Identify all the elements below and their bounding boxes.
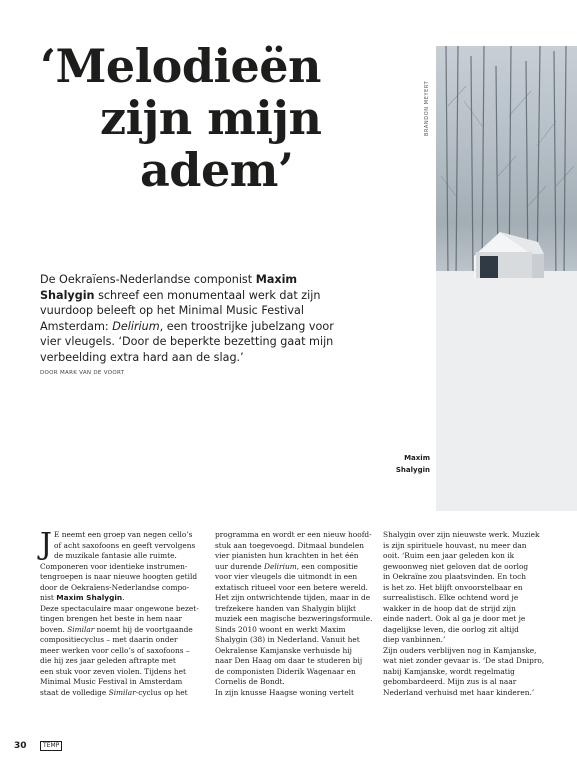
body-line: trefzekere handen van Shalygin blijkt [215, 603, 356, 613]
body-line: vier pianisten hun krachten in het één [215, 551, 359, 560]
body-column-2 [215, 530, 387, 698]
lead-composer-name: Maxim Shalygin [40, 273, 298, 302]
body-line: wat niet zonder gevaar is. ‘De stad Dnipro, [383, 656, 545, 665]
body-composer-name: Maxim Shalygin [56, 593, 123, 602]
body-line: ooit. ‘Ruim een jaar geleden kon ik [383, 551, 515, 560]
body-line [40, 625, 212, 636]
body-column-1 [40, 527, 212, 698]
page-number: 30 [14, 741, 27, 751]
body-line: gewoonweg niet geloven dat de oorlog [383, 561, 529, 571]
body-line: Zijn ouders verblijven nog in Kamjanske, [383, 645, 537, 655]
drop-cap: J [40, 527, 53, 562]
body-line: voor vier vleugels die uitmondt in een [215, 572, 358, 581]
body-line: programma en wordt er een nieuw hoofd- [215, 530, 372, 539]
body-line: Oekraïense Kamjanske verhuisde hij [215, 645, 352, 655]
body-line: Shalygin (38) in Nederland. Vanuit het [215, 635, 360, 644]
headline-line: ‘Melodieën [40, 39, 321, 93]
body-line: Cornelis de Bondt. [215, 677, 285, 686]
caption-line: Shalygin [395, 466, 430, 474]
body-line: surrealistisch. Elke ochtend word je [383, 593, 519, 602]
lead-text: De Oekraïens-Nederlandse componist [40, 273, 256, 286]
body-text: uur durende [215, 561, 265, 571]
body-line: naar Den Haag om daar te studeren bij [215, 656, 363, 665]
body-line: compositiecyclus – met daarin onder [40, 635, 178, 644]
lead-work-title: Delirium [112, 319, 160, 333]
photo-caption [370, 452, 430, 476]
body-line [40, 688, 212, 699]
headline-line: adem’ [140, 143, 294, 197]
body-line: einde nadert. Ook al ga je door met je [383, 614, 526, 623]
work-title: Similar [108, 687, 136, 697]
body-text: -cyclus op het [135, 687, 188, 697]
caption-line: Maxim [404, 454, 430, 462]
body-line: Sinds 2010 woont en werkt Maxim [215, 624, 346, 634]
body-line: Deze spectaculaire maar ongewone bezet- [40, 603, 199, 613]
lead-text: schreef een monumentaal werk dat zijn vuurdoop beleeft op het Minimal Music Festival Amsterdam: [40, 288, 321, 333]
body-line: een stuk voor zeven violen. Tijdens het [40, 666, 186, 676]
snow-landscape-photo [436, 46, 577, 511]
body-line: muziek een magische bezweringsformule. [215, 614, 373, 623]
body-line: Minimal Music Festival in Amsterdam [40, 677, 183, 686]
body-line: tingen brengen het beste in hem naar [40, 614, 183, 623]
body-column-3 [383, 530, 555, 698]
body-line: meer werken voor cello’s of saxofoons – [40, 645, 190, 655]
body-line: extatisch ritueel voor een betere wereld. [215, 582, 368, 592]
body-line: Shalygin over zijn nieuwste werk. Muziek [383, 530, 540, 539]
body-line: die hij zes jaar geleden aftrapte met [40, 656, 176, 665]
body-text: , een compositie [296, 561, 358, 571]
headline [40, 40, 400, 196]
body-line: Componeren voor identieke instrumen- [40, 561, 188, 571]
body-line: nist Maxim Shalygin. [40, 593, 125, 602]
body-line: In zijn knusse Haagse woning vertelt [215, 687, 354, 697]
body-text: boven. [40, 624, 68, 634]
lead-paragraph [40, 272, 340, 366]
body-line: in Oekraïne zou plaatsvinden. En toch [383, 572, 526, 581]
body-line: wakker in de hoop dat de strijd zijn [383, 603, 516, 613]
headline-line: zijn mijn [100, 91, 322, 145]
body-line: is zijn spirituele houvast, nu meer dan [383, 540, 527, 550]
lead-text: , een troostrijke jubelzang voor vier vleugels. ‘Door de beperkte bezetting gaat mijn verbeelding extra hard aan de slag.’ [40, 319, 334, 364]
body-line: is het zo. Het blijft onvoorstelbaar en [383, 582, 523, 592]
body-text: nist [40, 593, 57, 602]
body-line: Nederland verhuisd met haar kinderen.’ [383, 687, 535, 697]
body-line: de muzikale fantasie alle ruimte. [54, 551, 177, 560]
work-title: Similar [67, 624, 95, 634]
body-line: tengroepen is naar nieuwe hoogten getild [40, 572, 198, 581]
byline: DOOR MARK VAN DE VOORT [40, 370, 125, 376]
body-line: E neemt een groep van negen cello’s [54, 530, 193, 539]
body-line: diep vanbinnen.’ [383, 635, 446, 644]
photo-credit: BRANDON MEYERT [424, 80, 430, 136]
body-line: nabij Kamjanske, wordt regelmatig [383, 666, 515, 676]
magazine-logo: TEMP [40, 741, 62, 751]
work-title: Delirium [264, 561, 297, 571]
body-line: of acht saxofoons en geeft vervolgens [54, 540, 196, 550]
body-line: dagelijkse leven, die oorlog zit altijd [383, 624, 519, 634]
body-line: gebombardeerd. Mijn zus is al naar [383, 677, 517, 686]
body-line: Het zijn ontwrichtende tijden, maar in de [215, 593, 371, 602]
body-line: stuk aan toegevoegd. Ditmaal bundelen [215, 540, 364, 550]
body-line: door de Oekraïens-Nederlandse compo- [40, 582, 190, 592]
body-text: noemt hij de voortgaande [94, 624, 193, 634]
body-line: de componisten Diderik Wagenaar en [215, 666, 356, 676]
body-line [215, 562, 387, 573]
body-text: staat de volledige [40, 687, 109, 697]
